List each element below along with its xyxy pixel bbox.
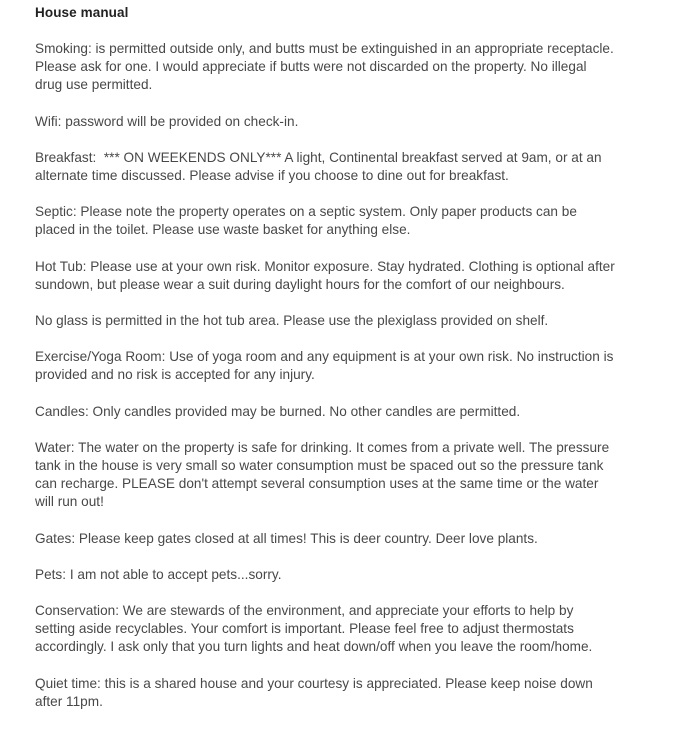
manual-paragraph: Septic: Please note the property operates on a septic system. Only paper products can be placed in the toilet. Please use waste basket for anything else. (35, 204, 581, 238)
manual-paragraph: Smoking: is permitted outside only, and butts must be extinguished in an appropriate receptacle. Please ask for one. I would appreciate if butts were not discarded on the property. No illegal drug use permitted. (35, 41, 618, 93)
house-manual-content (35, 40, 619, 711)
manual-paragraph: Gates: Please keep gates closed at all times! This is deer country. Deer love plants. (35, 530, 538, 546)
page-title: House manual (35, 5, 129, 20)
manual-paragraph: Exercise/Yoga Room: Use of yoga room and any equipment is at your own risk. No instruction is provided and no risk is accepted for any injury. (35, 349, 618, 383)
manual-paragraph: Quiet time: this is a shared house and your courtesy is appreciated. Please keep noise down after 11pm. (35, 675, 597, 709)
manual-paragraph: Conservation: We are stewards of the environment, and appreciate your efforts to help by setting aside recyclables. Your comfort is important. Please feel free to adjust thermostats accordingly. I ask only that you turn lights and heat down/off when you leave the room/home. (35, 603, 593, 655)
manual-paragraph: Hot Tub: Please use at your own risk. Monitor exposure. Stay hydrated. Clothing is optional after sundown, but please wear a suit during daylight hours for the comfort of our neighbours. (35, 258, 619, 292)
manual-paragraph: Pets: I am not able to accept pets...sorry. (35, 566, 282, 582)
manual-paragraph: Water: The water on the property is safe for drinking. It comes from a private well. The pressure tank in the house is very small so water consumption must be spaced out so the pressure tank can recharge. PLEASE don't attempt several consumption uses at the same time or the water will run out! (35, 439, 613, 510)
manual-paragraph: No glass is permitted in the hot tub area. Please use the plexiglass provided on shelf. (35, 313, 549, 329)
manual-paragraph: Wifi: password will be provided on check-in. (35, 113, 299, 129)
manual-paragraph: Breakfast: *** ON WEEKENDS ONLY*** A light, Continental breakfast served at 9am, or at an alternate time discussed. Please advise if you choose to dine out for breakfast. (35, 149, 606, 184)
manual-paragraph: Candles: Only candles provided may be burned. No other candles are permitted. (35, 403, 521, 419)
